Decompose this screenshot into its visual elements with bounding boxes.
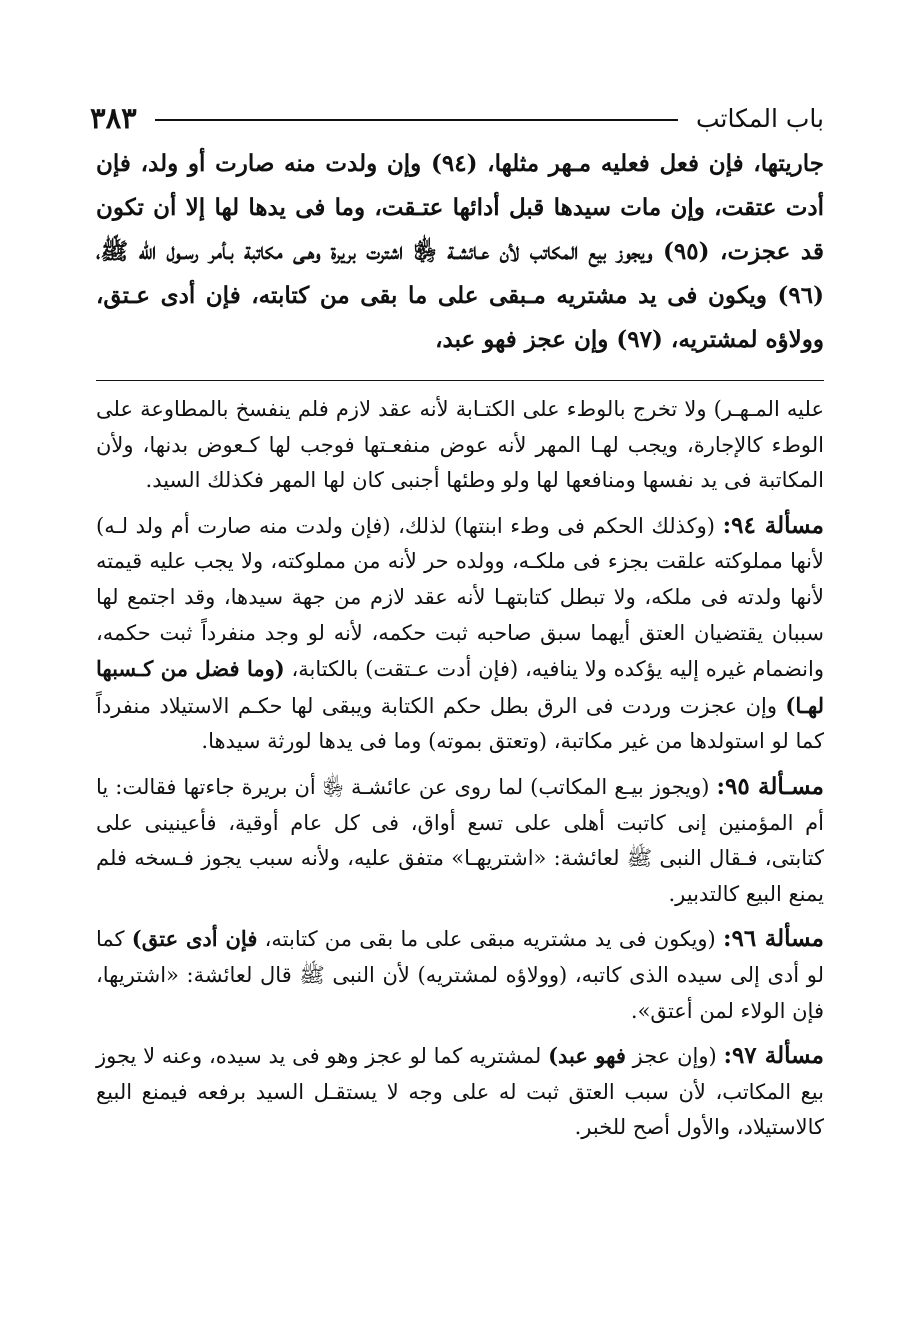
masala-96-bold-1: فإن أدى عتق) — [131, 926, 258, 952]
masala-96-text-1: كما لو أدى إلى سيده الذى كاتبه، — [96, 927, 824, 987]
masala-97-text-1: لمشتريه كما لو عجز وهو فى يد سيده، وعنه لا يجوز بيع المكاتب، لأن سبب العتق ثبت له على وجه لا يستقـل السيد برفعه فيمنع البيع كالاستيلاد، والأول أصح للخبر. — [96, 1044, 824, 1140]
masala-95 — [96, 769, 824, 912]
page-number: ٣٨٣ — [90, 101, 137, 135]
masala-95-quote-1: (ويجوز بيـع المكاتب) — [530, 774, 710, 799]
commentary-intro: عليه المـهـر) ولا تخرج بالوطء على الكتـابة لأنه عقد لازم فلم ينفسخ بالمطاوعة على الوطء كالإجارة، ويجب لهـا المهر لأنه عوض منفعـتها فوجب لها كـعوض بدنها، ولأن المكاتبة فى يد نفسها ومنافعها لها ولو وطئها أجنبى كان لها المهر فكذلك السيد. — [96, 397, 824, 493]
footnote-divider — [96, 380, 824, 381]
masala-95-label: مسـألة ٩٥: — [716, 772, 824, 800]
masala-94-text-5: وما فى يدها لورثة سيدها. — [201, 729, 422, 754]
masala-96 — [96, 921, 824, 1029]
masala-94-text-4: وإن عجزت وردت فى الرق بطل حكم الكتابة ويبقى لها حكـم الاستيلاد منفرداً كما لو استولدها من غير مكاتبة، — [96, 693, 824, 754]
masala-94-label: مسألة ٩٤: — [722, 511, 824, 539]
masala-94 — [96, 508, 824, 760]
masala-94-text-3: بالكتابة، — [291, 657, 359, 682]
masala-94-bold-2: (وما فضل من كـسبها لهـا) — [96, 656, 824, 718]
commentary-block — [96, 392, 824, 1155]
masala-96-quote-1: (ويكون فى يد مشتريه مبقى على ما بقى من كتابته، — [264, 927, 716, 952]
masala-94-text-1: لذلك، — [398, 513, 447, 538]
masala-94-quote-3: (وتعتق بموته) — [428, 729, 548, 754]
chapter-title: باب المكاتب — [695, 103, 824, 133]
masala-97 — [96, 1038, 824, 1146]
masala-96-label: مسألة ٩٦: — [723, 925, 824, 953]
header-rule — [155, 119, 678, 121]
masala-96-text-2: لأن النبى ﷺ قال لعائشة: «اشتريها، فإن الولاء لمن أعتق». — [96, 962, 824, 1023]
masala-97-label: مسألة ٩٧: — [723, 1042, 824, 1070]
matn-paragraph: جاريتها، فإن فعل فعليه مـهر مثلها، (٩٤) وإن ولدت منه صارت أو ولد، فإن أدت عتقت، وإن مات سيدها قبل أدائها عتـقت، وما فى يدها لها إلا أن تكون قد عجزت، (٩٥) ويجوز بيع المكاتب لأن عـائشـة ﵂ اشترت بريرة وهـى مكاتبة بـأمر رسـول الله ﷺ، (٩٦) ويكون فى يد مشتريه مـبقى على ما بقى من كتابته، فإن أدى عـتق، وولاؤه لمشتريه، (٩٧) وإن عجز فهو عبد، — [96, 150, 824, 353]
matn-text-block — [96, 142, 824, 362]
masala-94-quote-2: (فإن أدت عـتقت) — [365, 657, 519, 682]
masala-96-quote-2: (وولاؤه لمشتريه) — [417, 962, 568, 987]
page-header — [90, 100, 824, 136]
masala-94-quote-1: (وكذلك الحكم فى وطء ابنتها) — [454, 513, 715, 538]
masala-94-bold-1: (فإن ولدت منه صارت أم ولد لـه) — [96, 513, 391, 538]
masala-97-quote-1: (وإن عجز — [632, 1044, 717, 1069]
masala-97-bold-1: فهو عبد) — [548, 1043, 626, 1069]
masala-94-text-2: لأنها مملوكته علقت بجزء فى ملكـه، وولده حر لأنه من مملوكته، ولا يجب عليه قيمته لأنها ولدته فى ملكه، ولا تبطل كتابتهـا لأنه عقد لازم من جهة سيدها، وقد اجتمع لها سببان يقتضيان العتق أيهما سبق صاحبه ثبت حكمه، لأنه لو وجد منفرداً ثبت حكمه، وانضمام غيره إليه يؤكده ولا ينافيه، — [96, 549, 824, 682]
masala-95-text-1: لما روى عن عائشـة ﵂ أن بريرة جاءتها فقالت: يا أم المؤمنين إنى كاتبت أهلى على تسع أواق، فى كل عام أوقية، فأعينينى على كتابتى، فـقال النبى ﷺ لعائشة: «اشتريهـا» متفق عليه، ولأنه سبب يجوز فـسخه فلم يمنع البيع كالتدبير. — [96, 774, 824, 906]
